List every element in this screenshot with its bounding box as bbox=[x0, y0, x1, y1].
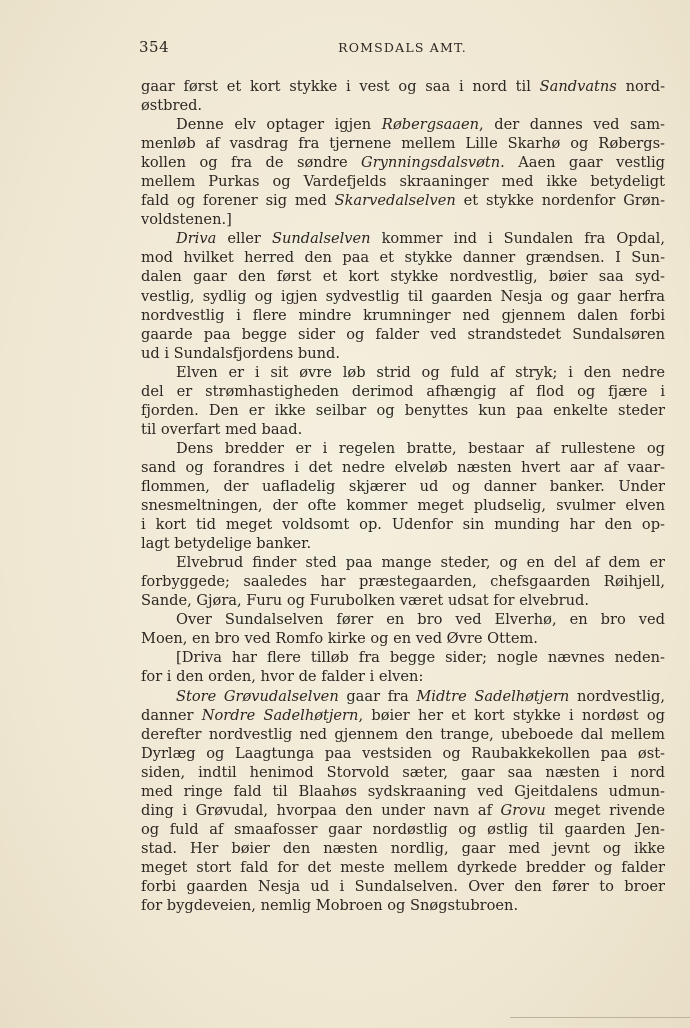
text-segment: for bygdeveien, nemlig Mobroen og Snøgstubroen. bbox=[141, 897, 519, 915]
text-line bbox=[141, 401, 665, 420]
text-segment: , bøier her et kort stykke i nordøst og bbox=[358, 706, 665, 724]
text-line bbox=[141, 496, 665, 515]
text-segment: Dyrlæg og Laagtunga paa vestsiden og Raubakkekollen paa øst- bbox=[141, 744, 665, 762]
running-title: ROMSDALS AMT. bbox=[338, 40, 467, 55]
text-line bbox=[141, 439, 665, 458]
text-segment: med ringe fald til Blaahøs sydskraaning ved Gjeitdalens udmun- bbox=[141, 782, 665, 800]
text-segment: nordvestlig i flere mindre krumninger ned gjennem dalen forbi bbox=[141, 306, 665, 324]
text-segment: nord- bbox=[616, 78, 665, 95]
text-segment: østbred. bbox=[141, 97, 203, 115]
text-segment: i kort tid meget voldsomt op. Udenfor sin munding har den op- bbox=[141, 516, 665, 534]
text-segment: meget stort fald for det meste mellem dyrkede bredder og falder bbox=[141, 858, 665, 876]
text-segment: fjorden. Den er ikke seilbar og benyttes kun paa enkelte steder bbox=[141, 401, 665, 419]
text-segment: eller bbox=[216, 230, 272, 248]
text-segment: mellem Purkas og Vardefjelds skraaninger med ikke betydeligt bbox=[141, 173, 665, 191]
text-line bbox=[141, 877, 665, 896]
text-segment: nordvestlig, bbox=[569, 687, 665, 705]
text-segment: [Driva har flere tilløb fra begge sider; nogle nævnes neden- bbox=[176, 649, 665, 667]
text-line bbox=[141, 820, 665, 839]
text-segment: del er strømhastigheden derimod afhængig af flod og fjære i bbox=[141, 382, 665, 400]
text-segment: Elvebrud finder sted paa mange steder, og en del af dem er bbox=[176, 554, 665, 572]
text-line bbox=[141, 344, 665, 363]
text-segment: Moen, en bro ved Romfo kirke og en ved Øvre Ottem. bbox=[141, 630, 538, 648]
text-segment: et stykke nordenfor Grøn- bbox=[455, 192, 665, 210]
text-segment: ding i Grøvudal, hvorpaa den under navn af bbox=[141, 801, 501, 819]
page-header bbox=[139, 38, 666, 60]
text-segment: Sande, Gjøra, Furu og Furubolken været udsat for elvebrud. bbox=[141, 592, 589, 610]
text-line bbox=[141, 515, 665, 534]
text-segment: flommen, der uafladelig skjærer ud og danner banker. Under bbox=[141, 477, 665, 495]
italic-name: Grovu bbox=[500, 801, 546, 819]
text-line bbox=[141, 591, 665, 610]
text-line bbox=[141, 687, 665, 706]
text-segment: danner bbox=[141, 706, 202, 724]
text-line bbox=[141, 382, 665, 401]
text-line bbox=[141, 172, 665, 191]
text-segment: gaarde paa begge sider og falder ved strandstedet Sundalsøren bbox=[141, 325, 665, 343]
text-line bbox=[141, 420, 665, 439]
text-line bbox=[141, 287, 665, 306]
text-line bbox=[141, 229, 665, 248]
text-segment: meget rivende bbox=[545, 801, 665, 819]
text-segment: forbyggede; saaledes har præstegaarden, chefsgaarden Røihjell, bbox=[141, 573, 665, 591]
text-segment: stad. Her bøier den næsten nordlig, gaar med jevnt og ikke bbox=[141, 839, 665, 857]
text-segment: Dens bredder er i regelen bratte, bestaar af rullestene og bbox=[176, 439, 665, 457]
text-segment: og fuld af smaafosser gaar nordøstlig og østlig til gaarden Jen- bbox=[141, 820, 665, 838]
text-segment: gaar fra bbox=[338, 687, 417, 705]
text-segment: fald og forener sig med bbox=[141, 192, 335, 210]
text-segment: , der dannes ved sam- bbox=[479, 116, 665, 134]
italic-name: Nordre Sadelhøtjern bbox=[201, 706, 359, 724]
text-segment: kommer ind i Sundalen fra Opdal, bbox=[370, 230, 665, 248]
page-number: 354 bbox=[139, 38, 170, 56]
text-line bbox=[141, 458, 665, 477]
text-line bbox=[141, 572, 665, 591]
text-line bbox=[141, 744, 665, 763]
text-segment: derefter nordvestlig ned gjennem den trange, ubeboede dal mellem bbox=[141, 725, 665, 743]
text-line bbox=[141, 763, 665, 782]
text-line bbox=[141, 153, 665, 172]
text-line bbox=[141, 839, 665, 858]
text-segment: . Aaen gaar vestlig bbox=[500, 154, 665, 172]
text-segment: menløb af vasdrag fra tjernene mellem Lille Skarhø og Røbergs- bbox=[141, 135, 665, 153]
italic-name: Skarvedalselven bbox=[334, 192, 456, 210]
body-text bbox=[141, 77, 665, 915]
text-line bbox=[141, 210, 665, 229]
text-line bbox=[141, 534, 665, 553]
text-line bbox=[141, 96, 665, 115]
text-segment: lagt betydelige banker. bbox=[141, 535, 312, 553]
text-segment: gaar først et kort stykke i vest og saa i nord til bbox=[141, 78, 540, 95]
italic-name: Grynningsdalsvøtn bbox=[361, 154, 501, 172]
text-line bbox=[141, 801, 665, 820]
text-segment: ud i Sundalsfjordens bund. bbox=[141, 344, 340, 362]
text-line bbox=[141, 248, 665, 267]
text-segment: kollen og fra de søndre bbox=[141, 154, 362, 172]
text-segment: forbi gaarden Nesja ud i Sundalselven. Over den fører to broer bbox=[141, 877, 665, 895]
italic-name: Midtre Sadelhøtjern bbox=[416, 687, 570, 705]
text-segment: mod hvilket herred den paa et stykke danner grændsen. I Sun- bbox=[141, 249, 665, 267]
text-line bbox=[141, 306, 665, 325]
text-line bbox=[141, 477, 665, 496]
text-line bbox=[141, 610, 665, 629]
text-line bbox=[141, 896, 665, 915]
text-line bbox=[141, 115, 665, 134]
text-line bbox=[141, 782, 665, 801]
text-segment: siden, indtil henimod Storvold sæter, gaar saa næsten i nord bbox=[141, 763, 665, 781]
page-edge-rule bbox=[510, 1017, 690, 1018]
text-segment: sand og forandres i det nedre elveløb næsten hvert aar af vaar- bbox=[141, 458, 665, 476]
text-line bbox=[141, 858, 665, 877]
text-line bbox=[141, 629, 665, 648]
italic-name: Store Grøvudalselven bbox=[176, 687, 339, 705]
italic-name: Røbergsaaen bbox=[381, 116, 480, 134]
text-line bbox=[141, 363, 665, 382]
text-segment: dalen gaar den først et kort stykke nordvestlig, bøier saa syd- bbox=[141, 268, 665, 286]
italic-name: Driva bbox=[176, 230, 217, 248]
text-segment: snesmeltningen, der ofte kommer meget pludselig, svulmer elven bbox=[141, 497, 665, 515]
text-line bbox=[141, 191, 665, 210]
text-segment: Denne elv optager igjen bbox=[176, 116, 382, 134]
text-line bbox=[141, 553, 665, 572]
text-line bbox=[141, 648, 665, 667]
text-segment: Elven er i sit øvre løb strid og fuld af stryk; i den nedre bbox=[176, 363, 665, 381]
text-segment: voldstenen.] bbox=[141, 211, 232, 229]
text-line bbox=[141, 706, 665, 725]
text-line bbox=[141, 267, 665, 286]
text-segment: vestlig, sydlig og igjen sydvestlig til gaarden Nesja og gaar herfra bbox=[141, 287, 665, 305]
text-line bbox=[141, 77, 665, 96]
text-line bbox=[141, 725, 665, 744]
text-segment: for i den orden, hvor de falder i elven: bbox=[141, 668, 424, 686]
text-line bbox=[141, 667, 665, 686]
italic-name: Sandvatns bbox=[539, 78, 617, 95]
text-segment: til overfart med baad. bbox=[141, 420, 303, 438]
italic-name: Sundalselven bbox=[271, 230, 371, 248]
text-line bbox=[141, 325, 665, 344]
text-line bbox=[141, 134, 665, 153]
text-segment: Over Sundalselven fører en bro ved Elverhø, en bro ved bbox=[176, 611, 665, 629]
